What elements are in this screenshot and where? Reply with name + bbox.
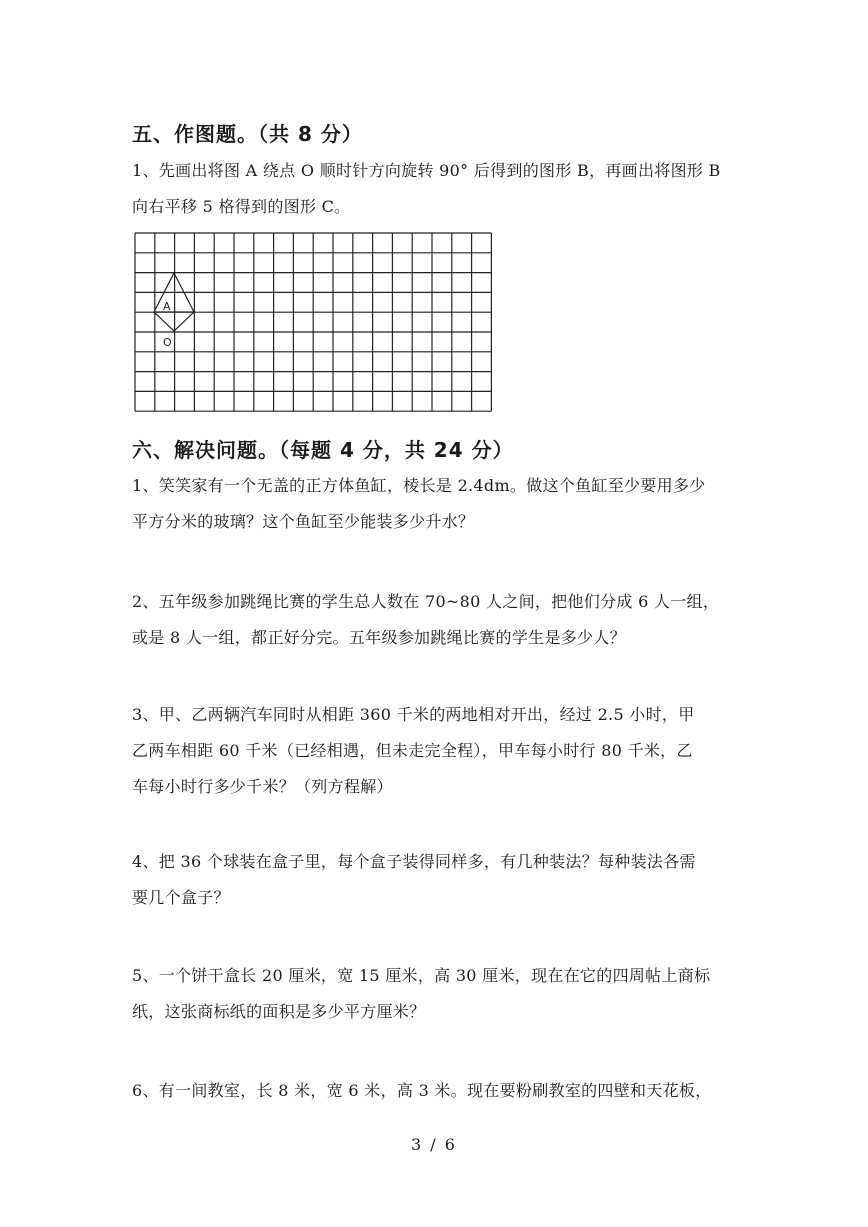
question-text-line: 平方分米的玻璃？这个鱼缸至少能装多少升水？ <box>132 512 475 531</box>
drawing-grid <box>134 232 494 418</box>
section-5-question-1 <box>132 153 738 225</box>
grid-svg <box>134 232 494 414</box>
question-text-line: 车每小时行多少千米？（列方程解） <box>132 777 393 796</box>
question-text-line: 3、甲、乙两辆汽车同时从相距 360 千米的两地相对开出，经过 2.5 小时，甲 <box>132 705 695 724</box>
section-6-question-1 <box>132 468 738 540</box>
question-text-line: 乙两车相距 60 千米（已经相遇，但未走完全程），甲车每小时行 80 千米，乙 <box>132 741 693 760</box>
question-text-line: 1、先画出将图 A 绕点 O 顺时针方向旋转 90° 后得到的图形 B，再画出将图形 B <box>132 161 721 180</box>
section-6-heading: 六、解决问题。（每题 4 分，共 24 分） <box>132 438 514 462</box>
point-o-label: O <box>163 336 172 349</box>
section-6-question-5 <box>132 958 738 1030</box>
question-text-line: 要几个盒子？ <box>132 888 230 907</box>
question-text-line: 2、五年级参加跳绳比赛的学生总人数在 70~80 人之间，把他们分成 6 人一组， <box>132 592 720 611</box>
section-6-question-6 <box>132 1073 738 1109</box>
section-6-question-4 <box>132 844 738 916</box>
section-6-question-3 <box>132 697 738 805</box>
question-text-line: 1、笑笑家有一个无盖的正方体鱼缸，棱长是 2.4dm。做这个鱼缸至少要用多少 <box>132 476 706 495</box>
question-text-line: 纸，这张商标纸的面积是多少平方厘米？ <box>132 1002 426 1021</box>
question-text-line: 5、一个饼干盒长 20 厘米，宽 15 厘米，高 30 厘米，现在在它的四周帖上商标 <box>132 966 711 985</box>
question-text-line: 向右平移 5 格得到的图形 C。 <box>132 197 351 216</box>
section-5-heading: 五、作图题。（共 8 分） <box>132 122 363 146</box>
shape-a-label: A <box>163 300 171 313</box>
question-text-line: 或是 8 人一组，都正好分完。五年级参加跳绳比赛的学生是多少人？ <box>132 628 626 647</box>
section-6-question-2 <box>132 584 738 656</box>
question-text-line: 4、把 36 个球装在盒子里，每个盒子装得同样多，有几种装法？每种装法各需 <box>132 852 696 871</box>
page-number: 3 / 6 <box>411 1135 457 1154</box>
question-text-line: 6、有一间教室，长 8 米，宽 6 米，高 3 米。现在要粉刷教室的四壁和天花板， <box>132 1081 712 1100</box>
